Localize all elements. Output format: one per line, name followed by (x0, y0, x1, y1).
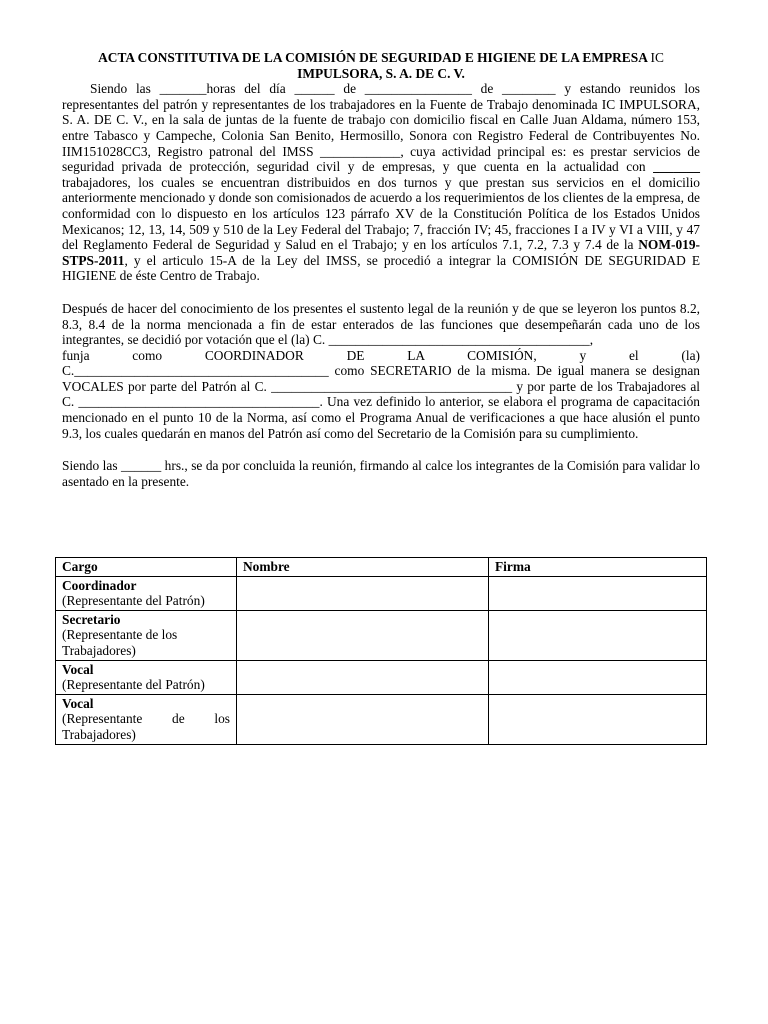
cargo-cell: Secretario (Representante de los Trabajadores) (56, 610, 237, 660)
header-firma: Firma (489, 558, 707, 577)
signature-table (55, 557, 707, 745)
header-cargo: Cargo (56, 558, 237, 577)
paragraph-2-line: funja como COORDINADOR DE LA COMISIÓN, y el (la) (62, 347, 700, 363)
norm-reference: NOM-019-STPS-2011 (62, 237, 700, 268)
table-header-row (56, 558, 707, 577)
document-body (62, 50, 700, 489)
nombre-cell[interactable] (237, 610, 489, 660)
header-nombre: Nombre (237, 558, 489, 577)
firma-cell[interactable] (489, 694, 707, 744)
paragraph-3: Siendo las ______ hrs., se da por concluida la reunión, firmando al calce los integrantes de la Comisión para validar lo asentado en la presente. (62, 458, 700, 489)
firma-cell[interactable] (489, 576, 707, 610)
table-row (56, 610, 707, 660)
firma-cell[interactable] (489, 660, 707, 694)
paragraph-2: Después de hacer del conocimiento de los presentes el sustento legal de la reunión y de que se leyeron los puntos 8.2, 8.3, 8.4 de la norma mencionada a fin de estar enterados de las funciones que desempeñarán cada uno de los integrantes, se decidió por votación que el (la) C. _______________________________________, (62, 300, 700, 348)
cargo-cell: Coordinador (Representante del Patrón) (56, 576, 237, 610)
paragraph-2-cont: C.______________________________________ como SECRETARIO de la misma. De igual manera se designan VOCALES por parte del Patrón al C. ____________________________________ y por parte de los Trabajadores al C. ____________________________________. Una vez definido lo anterior, se elabora el programa de capacitación mencionado en el punto 10 de la Norma, así como el Programa Anual de verificaciones a que hace alusión el punto 9.3, los cuales quedarán en manos del Patrón así como del Secretario de la Comisión para su cumplimiento. (62, 363, 700, 441)
paragraph-1: Siendo las _______horas del día ______ de ________________ de ________ y estando reunidos los representantes del patrón y representantes de los trabajadores en la Fuente de Trabajo denominada IC IMPULSORA, S. A. DE C. V., en la sala de juntas de la fuente de trabajo con domicilio fiscal en Calle Juan Aldama, número 153, entre Tabasco y Campeche, Colonia San Benito, Hermosillo, Sonora con Registro Federal de Contribuyentes No. IIM151028CC3, Registro patronal del IMSS ____________, cuya actividad principal es: es prestar servicios de seguridad privada de protección, seguridad civil y de empresas, y que cuenta en la actualidad con _______ trabajadores, los cuales se encuentran distribuidos en dos turnos y que prestan sus servicios en el domicilio anteriormente mencionado y donde son comisionados de acuerdo a los requerimientos de los clientes de la empresa, de conformidad con lo dispuesto en los artículos 123 párrafo XV de la Constitución Política de los Estados Unidos Mexicanos; 12, 13, 14, 509 y 510 de la Ley Federal del Trabajo; 7, fracción IV; 45, fracciones I a IV y VI a VIII, y 47 del Reglamento Federal de Seguridad y Salud en el Trabajo; y en los artículos 7.1, 7.2, 7.3 y 7.4 de la NOM-019-STPS-2011, y el articulo 15-A de la Ley del IMSS, se procedió a integrar la COMISIÓN DE SEGURIDAD E HIGIENE de éste Centro de Trabajo. (62, 81, 700, 284)
cargo-cell: Vocal (Representante de los Trabajadores) (56, 694, 237, 744)
table-row (56, 694, 707, 744)
document-title-line2: IMPULSORA, S. A. DE C. V. (297, 65, 465, 81)
nombre-cell[interactable] (237, 576, 489, 610)
nombre-cell[interactable] (237, 660, 489, 694)
firma-cell[interactable] (489, 610, 707, 660)
document-title: ACTA CONSTITUTIVA DE LA COMISIÓN DE SEGURIDAD E HIGIENE DE LA EMPRESA IC (98, 50, 664, 65)
cargo-cell: Vocal (Representante del Patrón) (56, 660, 237, 694)
nombre-cell[interactable] (237, 694, 489, 744)
table-row (56, 660, 707, 694)
table-row (56, 576, 707, 610)
